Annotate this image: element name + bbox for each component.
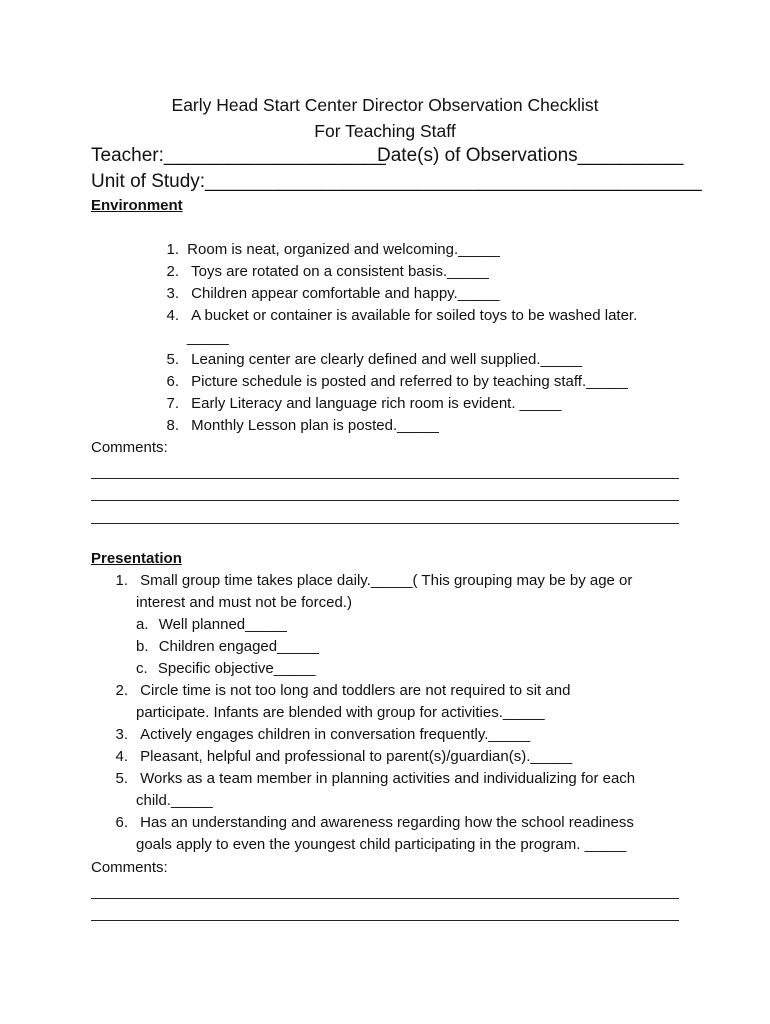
list-item [163, 351, 582, 368]
item-number: 1. [115, 572, 128, 589]
item-number: 2. [115, 682, 128, 699]
item-continuation: participate. Infants are blended with group for activities._____ [136, 704, 545, 721]
item-text: Leaning center are clearly defined and well supplied._____ [191, 351, 583, 368]
sub-list-item [136, 660, 315, 677]
item-text: Has an understanding and awareness regarding how the school readiness [140, 814, 634, 831]
item-continuation: child._____ [136, 792, 213, 809]
observation-dates-field[interactable]: Date(s) of Observations__________ [377, 145, 684, 166]
sub-item-letter: b. [136, 638, 149, 655]
comment-line[interactable] [91, 478, 679, 479]
presentation-heading: Presentation [91, 550, 182, 567]
item-text: Actively engages children in conversation frequently._____ [140, 726, 531, 743]
list-item [112, 682, 570, 699]
item-number: 6. [166, 373, 179, 390]
sub-list-item [136, 616, 287, 633]
item-number: 7. [166, 395, 179, 412]
sub-item-text: Well planned_____ [158, 616, 287, 633]
item-number: 4. [115, 748, 128, 765]
item-text: Toys are rotated on a consistent basis._____ [191, 263, 489, 280]
comments-label: Comments: [91, 439, 168, 456]
item-text: Small group time takes place daily._____( This grouping may be by age or [140, 572, 633, 589]
item-number: 4. [166, 307, 179, 324]
sub-list-item [136, 638, 319, 655]
list-item [163, 241, 500, 258]
item-text: A bucket or container is available for soiled toys to be washed later. [191, 307, 638, 324]
item-text: Early Literacy and language rich room is evident. _____ [191, 395, 562, 412]
item-text: Children appear comfortable and happy._____ [191, 285, 500, 302]
sub-item-letter: a. [136, 616, 149, 633]
environment-heading: Environment [91, 197, 183, 214]
comments-label: Comments: [91, 859, 168, 876]
list-item [112, 814, 634, 831]
list-item [112, 726, 530, 743]
comment-line[interactable] [91, 898, 679, 899]
list-item [163, 395, 561, 412]
item-text: Picture schedule is posted and referred to by teaching staff._____ [191, 373, 628, 390]
list-item [112, 770, 635, 787]
list-item [163, 263, 489, 280]
item-continuation: _____ [187, 329, 229, 346]
comment-line[interactable] [91, 500, 679, 501]
comment-line[interactable] [91, 523, 679, 524]
list-item [163, 307, 637, 324]
comment-line[interactable] [91, 920, 679, 921]
list-item [163, 417, 439, 434]
item-number: 5. [166, 351, 179, 368]
form-title: Early Head Start Center Director Observation Checklist [171, 95, 599, 115]
unit-of-study-field[interactable]: Unit of Study:_______________________________________________ [91, 171, 702, 192]
item-text: Monthly Lesson plan is posted._____ [191, 417, 439, 434]
item-number: 8. [166, 417, 179, 434]
list-item [112, 572, 632, 589]
item-number: 3. [115, 726, 128, 743]
item-text: Works as a team member in planning activities and individualizing for each [140, 770, 636, 787]
list-item [163, 373, 628, 390]
item-number: 1. [166, 241, 179, 258]
item-text: Circle time is not too long and toddlers are not required to sit and [140, 682, 571, 699]
teacher-field[interactable]: Teacher:_____________________ [91, 145, 386, 166]
item-continuation: interest and must not be forced.) [136, 594, 352, 611]
item-continuation: goals apply to even the youngest child participating in the program. _____ [136, 836, 627, 853]
item-number: 3. [166, 285, 179, 302]
item-number: 2. [166, 263, 179, 280]
item-text: Pleasant, helpful and professional to parent(s)/guardian(s)._____ [140, 748, 573, 765]
item-number: 5. [115, 770, 128, 787]
sub-item-text: Children engaged_____ [158, 638, 319, 655]
sub-item-letter: c. [136, 660, 148, 677]
item-number: 6. [115, 814, 128, 831]
list-item [112, 748, 572, 765]
item-text: Room is neat, organized and welcoming._____ [187, 241, 500, 258]
form-subtitle: For Teaching Staff [314, 121, 456, 141]
list-item [163, 285, 499, 302]
sub-item-text: Specific objective_____ [157, 660, 316, 677]
